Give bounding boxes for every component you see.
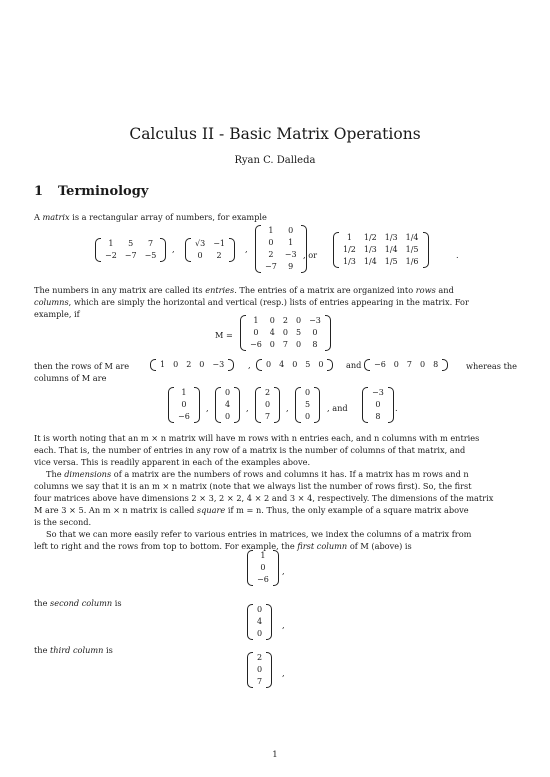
- matrix-entry: 1: [260, 551, 266, 560]
- matrix-row: [221, 399, 234, 411]
- matrix-row: [261, 225, 301, 237]
- matrix-row: [156, 359, 228, 371]
- matrix-entries: [253, 550, 273, 586]
- rows-line: then the rows of M are: [34, 361, 130, 371]
- matrix-entries: [156, 359, 228, 371]
- paragraph-line: left to right and the rows from top to bottom. For example, the first column of M (above) is: [34, 541, 412, 551]
- matrix-row: [253, 574, 273, 586]
- matrix-entry: 0: [419, 360, 426, 369]
- right-bracket: [234, 387, 240, 423]
- matrix-entry: 1: [160, 360, 166, 369]
- matrix-entry: 0: [225, 388, 231, 397]
- paragraph-line: each. That is, the number of entries in any row of a matrix is the number of columns of that matrix, and: [34, 445, 466, 455]
- matrix-row: [191, 238, 229, 250]
- first-column-vector: [247, 550, 279, 586]
- matrix-entry: 4: [269, 328, 275, 337]
- matrix-entry: 1/6: [405, 257, 419, 266]
- matrix-entry: −1: [213, 239, 225, 248]
- matrix-row: [301, 399, 314, 411]
- matrix-entry: 0: [257, 605, 263, 614]
- matrix-entry: 1: [253, 316, 259, 325]
- matrix-row: [261, 387, 274, 399]
- matrix-entry: 0: [295, 316, 302, 325]
- matrix-entry: 0: [318, 360, 324, 369]
- matrix-entry: 8: [433, 360, 439, 369]
- paragraph-line: columns of M are: [34, 373, 107, 383]
- column-vector-1: [168, 387, 200, 423]
- matrix-row: [253, 562, 273, 574]
- matrix-entries: [191, 238, 229, 262]
- column-vector-3: [255, 387, 280, 423]
- matrix-entries: [370, 359, 442, 371]
- matrix-entry: −3: [212, 360, 225, 369]
- matrix-entry: 8: [375, 412, 381, 421]
- matrix-row: [191, 250, 229, 262]
- matrix-entry: −6: [178, 412, 190, 421]
- right-bracket: [160, 238, 166, 262]
- matrix-entry: 4: [225, 400, 231, 409]
- matrix-entry: −7: [124, 251, 137, 260]
- matrix-row: [174, 387, 194, 399]
- matrix-entry: 0: [266, 360, 272, 369]
- matrix-row: [368, 387, 388, 399]
- matrix-row: [339, 244, 423, 256]
- matrix-entry: 4: [257, 617, 263, 626]
- matrix-entry: −6: [250, 340, 262, 349]
- matrix-entry: 2: [282, 316, 288, 325]
- matrix-entry: −7: [265, 262, 277, 271]
- matrix-entry: 7: [406, 360, 412, 369]
- matrix-entry: 1/5: [384, 257, 398, 266]
- matrix-entry: 1/2: [363, 233, 377, 242]
- matrix-entries: [368, 387, 388, 423]
- matrix-entry: 1/3: [363, 245, 377, 254]
- section-title: Terminology: [58, 184, 149, 199]
- matrix-entry: 4: [279, 360, 285, 369]
- matrix-row: [368, 399, 388, 411]
- matrix-entry: 9: [288, 262, 294, 271]
- page-title: Calculus II - Basic Matrix Operations: [129, 125, 421, 143]
- matrix-example-3: [255, 225, 307, 273]
- intro-line: A matrix is a rectangular array of numbers, for example: [34, 212, 267, 222]
- matrix-entry: 0: [282, 328, 288, 337]
- matrix-entry: 1: [108, 239, 114, 248]
- matrix-entries: [221, 387, 234, 423]
- matrix-row: [301, 387, 314, 399]
- right-bracket: [228, 359, 234, 371]
- paragraph-line: M are 3 × 5. An m × n matrix is called square if m = n. Thus, the only example of a square matrix above: [34, 505, 469, 515]
- right-bracket: [229, 238, 235, 262]
- matrix-entries: [253, 652, 266, 688]
- matrix-row: [368, 411, 388, 423]
- matrix-entry: 0: [393, 360, 399, 369]
- matrix-entry: 5: [295, 328, 302, 337]
- row-vector-3: [364, 359, 448, 371]
- matrix-entry: 8: [312, 340, 318, 349]
- paragraph-line: example, if: [34, 309, 80, 319]
- matrix-entries: [262, 359, 327, 371]
- matrix-entries: [261, 225, 301, 273]
- column-vector-4: [295, 387, 320, 423]
- matrix-M-label: M =: [215, 330, 233, 340]
- matrix-example-4: [333, 232, 429, 268]
- right-bracket: [301, 225, 307, 273]
- matrix-entry: 0: [257, 665, 263, 674]
- matrix-entry: 0: [305, 388, 311, 397]
- second-column-vector: [247, 604, 272, 640]
- paragraph-line: It is worth noting that an m × n matrix will have m rows with n entries each, and n columns with m entries: [34, 433, 480, 443]
- matrix-entries: [339, 232, 423, 268]
- matrix-row: [253, 628, 266, 640]
- paragraph-line: So that we can more easily refer to various entries in matrices, we index the columns of a matrix from: [46, 529, 472, 539]
- matrix-entry: 1/2: [343, 245, 356, 254]
- matrix-entry: 0: [265, 400, 271, 409]
- column-vector-5: [362, 387, 394, 423]
- matrix-entry: 5: [305, 360, 311, 369]
- matrix-entry: 1/5: [405, 245, 419, 254]
- matrix-entry: 0: [305, 412, 311, 421]
- right-bracket: [314, 387, 320, 423]
- right-bracket: [423, 232, 429, 268]
- matrix-entry: 0: [269, 316, 275, 325]
- right-bracket: [194, 387, 200, 423]
- paragraph-line: The numbers in any matrix are called its entries. The entries of a matrix are organized into rows and: [34, 285, 454, 295]
- paragraph-line: the second column is: [34, 598, 122, 608]
- matrix-row: [339, 232, 423, 244]
- matrix-entry: 1: [346, 233, 352, 242]
- paragraph-line: four matrices above have dimensions 2 × 3, 2 × 2, 4 × 2 and 3 × 4, respectively. The dimensions of the matrix: [34, 493, 494, 503]
- matrix-row: [301, 411, 314, 423]
- matrix-row: [261, 261, 301, 273]
- matrix-entry: 0: [199, 360, 205, 369]
- matrix-row: [246, 327, 325, 339]
- section-heading: [34, 184, 148, 199]
- paragraph-line: the third column is: [34, 645, 113, 655]
- matrix-entry: 1: [288, 238, 294, 247]
- matrix-entry: 2: [257, 653, 263, 662]
- matrix-row: [370, 359, 442, 371]
- matrix-row: [101, 238, 160, 250]
- matrix-entry: 0: [288, 226, 294, 235]
- matrix-entry: 0: [292, 360, 298, 369]
- right-bracket: [266, 604, 272, 640]
- matrix-entry: 1: [268, 226, 274, 235]
- matrix-entry: 7: [257, 677, 263, 686]
- matrix-row: [253, 652, 266, 664]
- matrix-entry: 2: [186, 360, 192, 369]
- right-bracket: [388, 387, 394, 423]
- matrix-entries: [301, 387, 314, 423]
- matrix-entry: −5: [144, 251, 157, 260]
- paragraph-line: vice versa. This is readily apparent in each of the examples above.: [34, 457, 311, 467]
- matrix-row: [253, 676, 266, 688]
- matrix-entries: [246, 315, 325, 351]
- matrix-entry: 1/4: [384, 245, 398, 254]
- right-bracket: [273, 550, 279, 586]
- matrix-entry: 0: [260, 563, 266, 572]
- page-number: 1: [272, 750, 278, 760]
- right-bracket: [266, 652, 272, 688]
- matrix-entry: −3: [309, 316, 321, 325]
- column-vector-2: [215, 387, 240, 423]
- right-bracket: [327, 359, 333, 371]
- matrix-row: [261, 249, 301, 261]
- matrix-entries: [261, 387, 274, 423]
- matrix-row: [221, 411, 234, 423]
- right-bracket: [274, 387, 280, 423]
- right-bracket: [442, 359, 448, 371]
- matrix-example-2: [185, 238, 235, 262]
- matrix-entry: 2: [268, 250, 274, 259]
- matrix-row: [246, 315, 325, 327]
- matrix-entry: −6: [257, 575, 269, 584]
- matrix-row: [253, 664, 266, 676]
- paragraph-line: is the second.: [34, 517, 92, 527]
- matrix-entry: 1/4: [405, 233, 419, 242]
- third-column-vector: [247, 652, 272, 688]
- matrix-row: [253, 550, 273, 562]
- matrix-entry: 0: [268, 238, 274, 247]
- matrix-entry: 0: [257, 629, 263, 638]
- matrix-row: [261, 411, 274, 423]
- matrix-entry: 0: [312, 328, 318, 337]
- matrix-entry: 5: [305, 400, 311, 409]
- paragraph-line: The dimensions of a matrix are the numbers of rows and columns it has. If a matrix has m rows and n: [46, 469, 469, 479]
- matrix-row: [174, 399, 194, 411]
- author: Ryan C. Dalleda: [234, 155, 316, 166]
- matrix-entry: 0: [253, 328, 259, 337]
- matrix-entry: 7: [147, 239, 154, 248]
- row-vector-1: [150, 359, 234, 371]
- matrix-entries: [174, 387, 194, 423]
- section-number: 1: [34, 184, 44, 199]
- matrix-row: [339, 256, 423, 268]
- matrix-entry: −3: [284, 250, 297, 259]
- matrix-entry: 0: [269, 340, 275, 349]
- matrix-row: [253, 604, 266, 616]
- matrix-entry: 1/4: [363, 257, 377, 266]
- matrix-row: [246, 339, 325, 351]
- matrix-entry: 7: [265, 412, 271, 421]
- matrix-row: [262, 359, 327, 371]
- matrix-entry: 2: [216, 251, 222, 260]
- matrix-row: [253, 616, 266, 628]
- matrix-entries: [101, 238, 160, 262]
- matrix-row: [261, 399, 274, 411]
- row-vector-2: [256, 359, 333, 371]
- matrix-entry: 0: [181, 400, 187, 409]
- matrix-entries: [253, 604, 266, 640]
- matrix-entry: 2: [265, 388, 271, 397]
- matrix-entry: 0: [375, 400, 381, 409]
- matrix-row: [174, 411, 194, 423]
- matrix-row: [221, 387, 234, 399]
- matrix-entry: 0: [173, 360, 179, 369]
- paragraph-line: columns, which are simply the horizontal and vertical (resp.) lists of entries appearing in the matrix. For: [34, 297, 469, 307]
- matrix-entry: −6: [374, 360, 386, 369]
- matrix-entry: 0: [197, 251, 203, 260]
- matrix-entry: 1: [181, 388, 187, 397]
- matrix-example-1: [95, 238, 166, 262]
- matrix-entry: 0: [225, 412, 231, 421]
- matrix-entry: 7: [282, 340, 288, 349]
- matrix-entry: 1/3: [343, 257, 356, 266]
- matrix-entry: √3: [195, 239, 206, 248]
- matrix-entry: 1/3: [384, 233, 398, 242]
- matrix-row: [101, 250, 160, 262]
- right-bracket: [325, 315, 331, 351]
- matrix-entry: 5: [128, 239, 134, 248]
- matrix-row: [261, 237, 301, 249]
- matrix-entry: −3: [372, 388, 384, 397]
- matrix-entry: 0: [295, 340, 302, 349]
- paragraph-line: columns we say that it is an m × n matrix (note that we always list the number of rows first). So, the first: [34, 481, 472, 491]
- matrix-entry: −2: [105, 251, 117, 260]
- matrix-M: [240, 315, 331, 351]
